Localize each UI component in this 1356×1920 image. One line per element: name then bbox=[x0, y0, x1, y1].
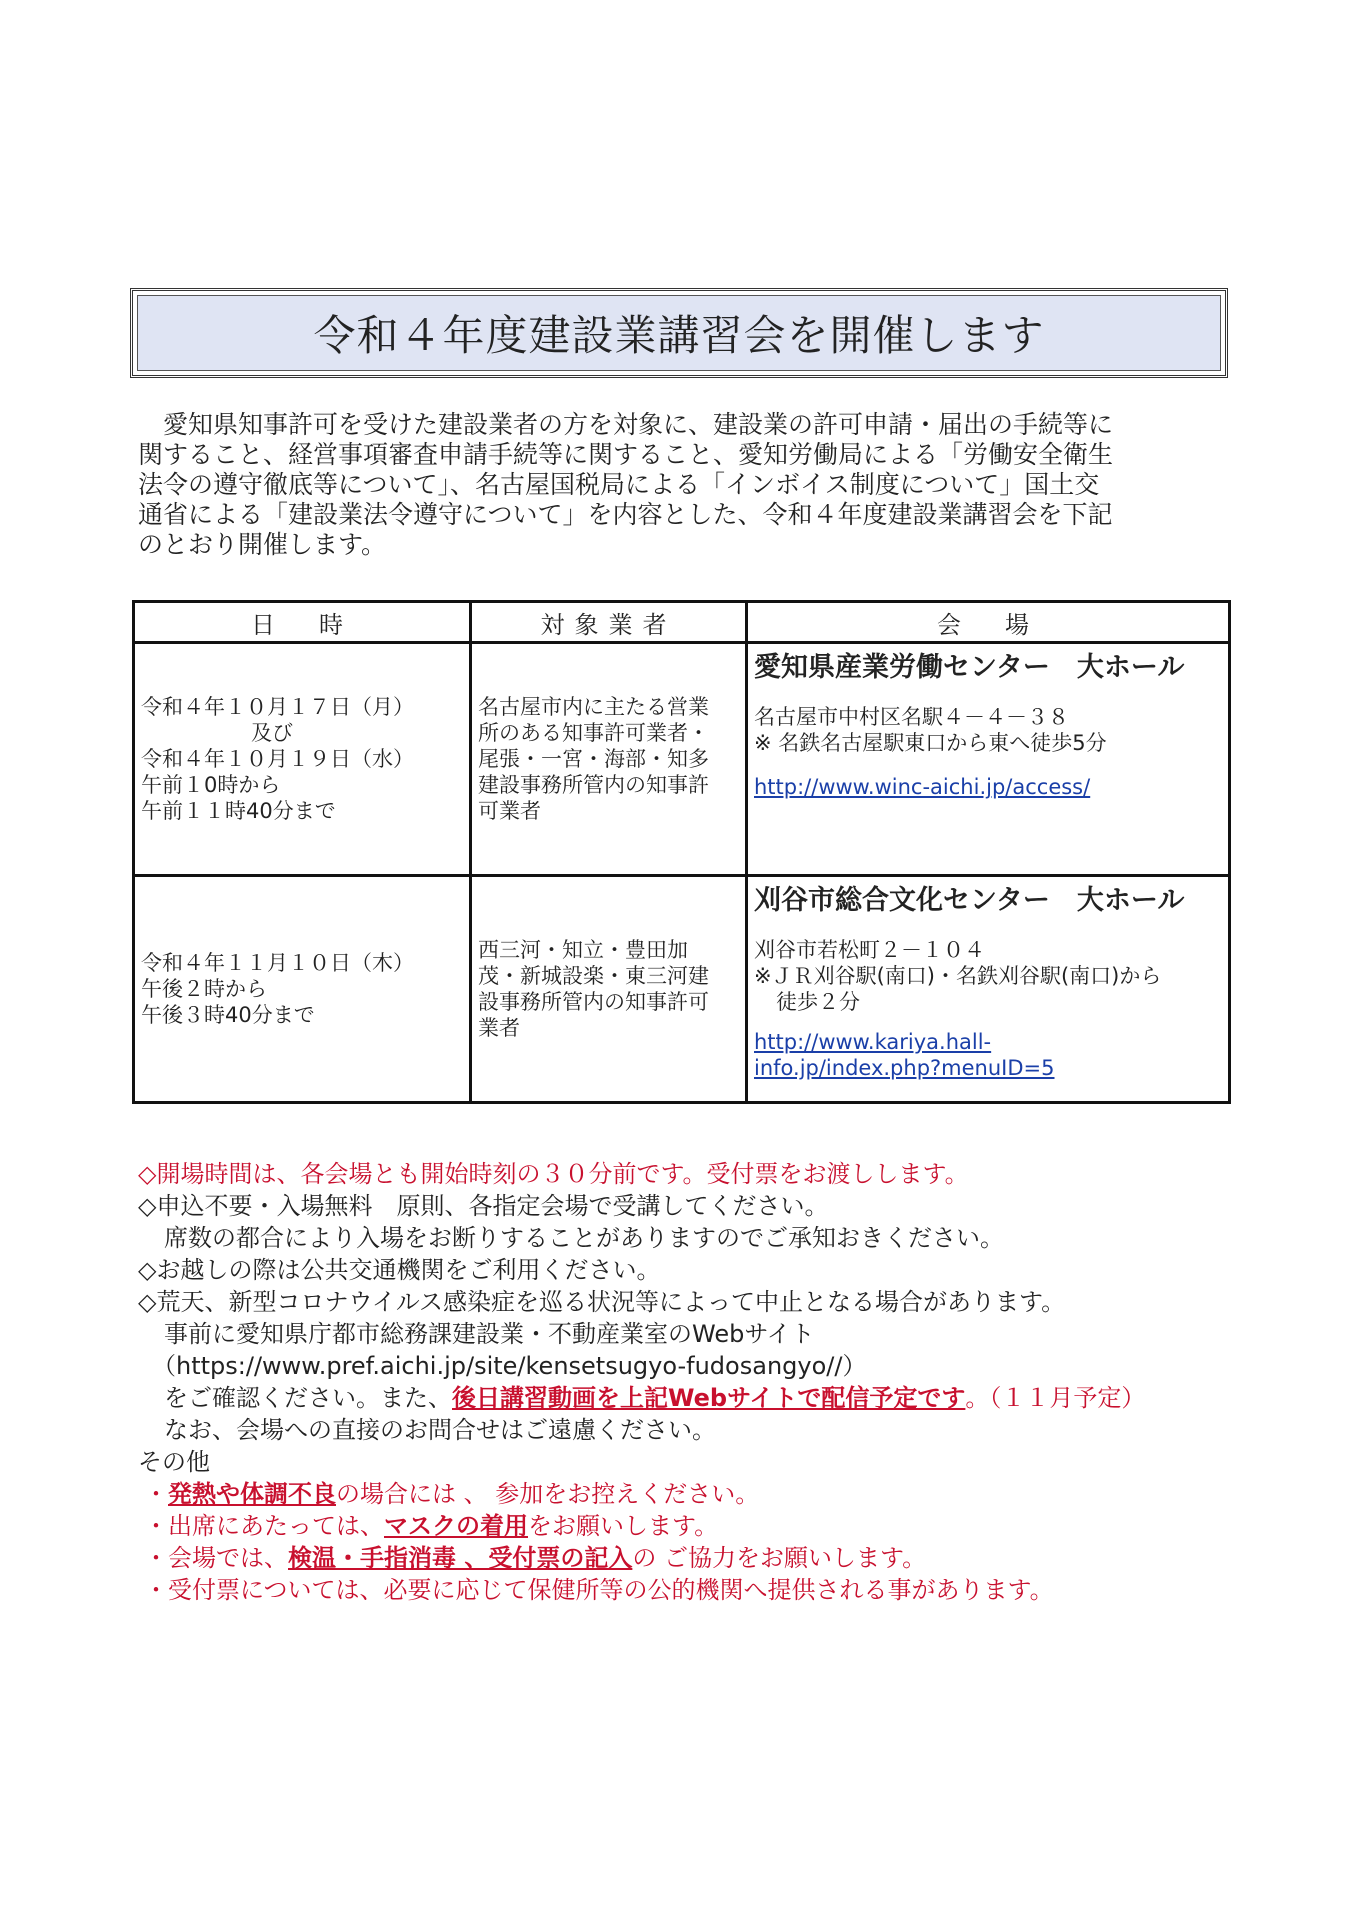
note-line: ◇お越しの際は公共交通機関をご利用ください。 bbox=[138, 1256, 661, 1284]
table-header-row bbox=[134, 602, 1230, 643]
venue-link-line: info.jp/index.php?menuID=5 bbox=[754, 1056, 1055, 1081]
date-line: 令和４年１１月１０日（木） bbox=[141, 951, 414, 976]
bullet-text: の場合には 、 参加をお控えください。 bbox=[336, 1480, 760, 1508]
intro-line: のとおり開催します。 bbox=[138, 530, 387, 559]
note-line: ◇開場時間は、各会場とも開始時刻の３０分前です。受付票をお渡しします。 bbox=[138, 1160, 969, 1188]
target-line: 尾張・一宮・海部・知多 bbox=[478, 747, 709, 772]
date-line: 午前１１時40分まで bbox=[141, 799, 336, 824]
target-line: 名古屋市内に主たる営業 bbox=[478, 695, 709, 720]
intro-line: 関すること、経営事項審査申請手続等に関すること、愛知労働局による「労働安全衛生 bbox=[138, 440, 1114, 469]
note-line: ◇荒天、新型コロナウイルス感染症を巡る状況等によって中止となる場合があります。 bbox=[138, 1288, 1066, 1316]
intro-line: 愛知県知事許可を受けた建設業者の方を対象に、建設業の許可申請・届出の手続等に bbox=[163, 410, 1114, 439]
bullet-text: をお願いします。 bbox=[528, 1512, 719, 1540]
header-target: 対象業者 bbox=[471, 602, 747, 643]
bullet-icon: ・ bbox=[144, 1512, 168, 1540]
date-line: 午後３時40分まで bbox=[141, 1003, 315, 1028]
table-row bbox=[134, 876, 1230, 1103]
venue-name: 刈谷市総合文化センター 大ホール bbox=[754, 885, 1185, 917]
notes-section bbox=[138, 1158, 1238, 1606]
website-url: （https://www.pref.aichi.jp/site/kensetsugyo-fudosangyo//） bbox=[152, 1352, 867, 1380]
note-line: 席数の都合により入場をお断りすることがありますのでご承知おきください。 bbox=[164, 1224, 1004, 1252]
title-background bbox=[137, 295, 1221, 371]
date-cell bbox=[134, 643, 471, 876]
venue-access: ※ 名鉄名古屋駅東口から東へ徒歩5分 bbox=[754, 731, 1107, 756]
venue-access: 徒歩２分 bbox=[776, 990, 860, 1015]
target-cell bbox=[471, 643, 747, 876]
note-text: をご確認ください。また、 bbox=[164, 1384, 452, 1412]
venue-link-line: http://www.kariya.hall- bbox=[754, 1030, 992, 1055]
venue-address: 刈谷市若松町２－１０４ bbox=[754, 938, 985, 963]
date-line: 及び bbox=[251, 721, 293, 746]
note-line bbox=[138, 1382, 1238, 1414]
target-line: 茂・新城設楽・東三河建 bbox=[478, 964, 709, 989]
target-line: 設事務所管内の知事許可 bbox=[478, 990, 709, 1015]
intro-line: 通省による「建設業法令遵守について」を内容とした、令和４年度建設業講習会を下記 bbox=[138, 500, 1113, 529]
venue-link[interactable]: http://www.winc-aichi.jp/access/ bbox=[754, 775, 1091, 800]
bullet-text: の ご協力をお願いします。 bbox=[632, 1544, 927, 1572]
venue-cell bbox=[747, 643, 1230, 876]
note-line: ◇申込不要・入場無料 原則、各指定会場で受講してください。 bbox=[138, 1192, 829, 1220]
venue-access: ※ＪＲ刈谷駅(南口)・名鉄刈谷駅(南口)から bbox=[754, 964, 1162, 989]
bullet-icon: ・ bbox=[144, 1480, 168, 1508]
bullet-item bbox=[138, 1478, 1238, 1510]
intro-line: 法令の遵守徹底等について」、名古屋国税局による「インボイス制度について」国土交 bbox=[138, 470, 1100, 499]
table-row bbox=[134, 643, 1230, 876]
venue-name: 愛知県産業労働センター 大ホール bbox=[754, 652, 1185, 684]
video-notice: 後日講習動画を上記Webサイトで配信予定です bbox=[452, 1384, 966, 1412]
venue-cell bbox=[747, 876, 1230, 1103]
emphasis: 検温・手指消毒 、受付票の記入 bbox=[288, 1544, 633, 1572]
page-title: 令和４年度建設業講習会を開催します bbox=[313, 311, 1045, 360]
bullet-item bbox=[138, 1574, 1238, 1606]
target-line: 所のある知事許可業者・ bbox=[478, 721, 709, 746]
target-line: 西三河・知立・豊田加 bbox=[478, 938, 688, 963]
bullet-item bbox=[138, 1510, 1238, 1542]
target-cell bbox=[471, 876, 747, 1103]
header-datetime: 日 時 bbox=[134, 602, 471, 643]
note-text: 。（１１月予定） bbox=[965, 1384, 1146, 1412]
date-cell bbox=[134, 876, 471, 1103]
note-line: 事前に愛知県庁都市総務課建設業・不動産業室のWebサイト bbox=[164, 1320, 815, 1348]
date-line: 令和４年１０月１９日（水） bbox=[141, 747, 414, 772]
bullet-icon: ・ bbox=[144, 1544, 168, 1572]
bullet-text: 出席にあたっては、 bbox=[168, 1512, 384, 1540]
date-line: 午前１0時から bbox=[141, 773, 281, 798]
bullet-item bbox=[138, 1542, 1238, 1574]
other-heading: その他 bbox=[138, 1448, 210, 1476]
bullet-text: 会場では、 bbox=[168, 1544, 288, 1572]
title-box bbox=[130, 288, 1228, 378]
venue-address: 名古屋市中村区名駅４－４－３８ bbox=[754, 705, 1069, 730]
emphasis: 発熱や体調不良 bbox=[168, 1480, 336, 1508]
bullet-icon: ・ bbox=[144, 1576, 168, 1604]
target-line: 可業者 bbox=[478, 799, 541, 824]
note-line: なお、会場への直接のお問合せはご遠慮ください。 bbox=[164, 1416, 716, 1444]
date-line: 令和４年１０月１７日（月） bbox=[141, 695, 414, 720]
schedule-table bbox=[132, 600, 1231, 1104]
emphasis: マスクの着用 bbox=[384, 1512, 528, 1540]
bullet-text: 受付票については、必要に応じて保健所等の公的機関へ提供される事があります。 bbox=[168, 1576, 1054, 1604]
intro-paragraph bbox=[138, 410, 1228, 560]
date-line: 午後２時から bbox=[141, 977, 267, 1002]
venue-link[interactable] bbox=[754, 1029, 1222, 1081]
header-venue: 会 場 bbox=[747, 602, 1230, 643]
target-line: 建設事務所管内の知事許 bbox=[478, 773, 709, 798]
target-line: 業者 bbox=[478, 1016, 520, 1041]
